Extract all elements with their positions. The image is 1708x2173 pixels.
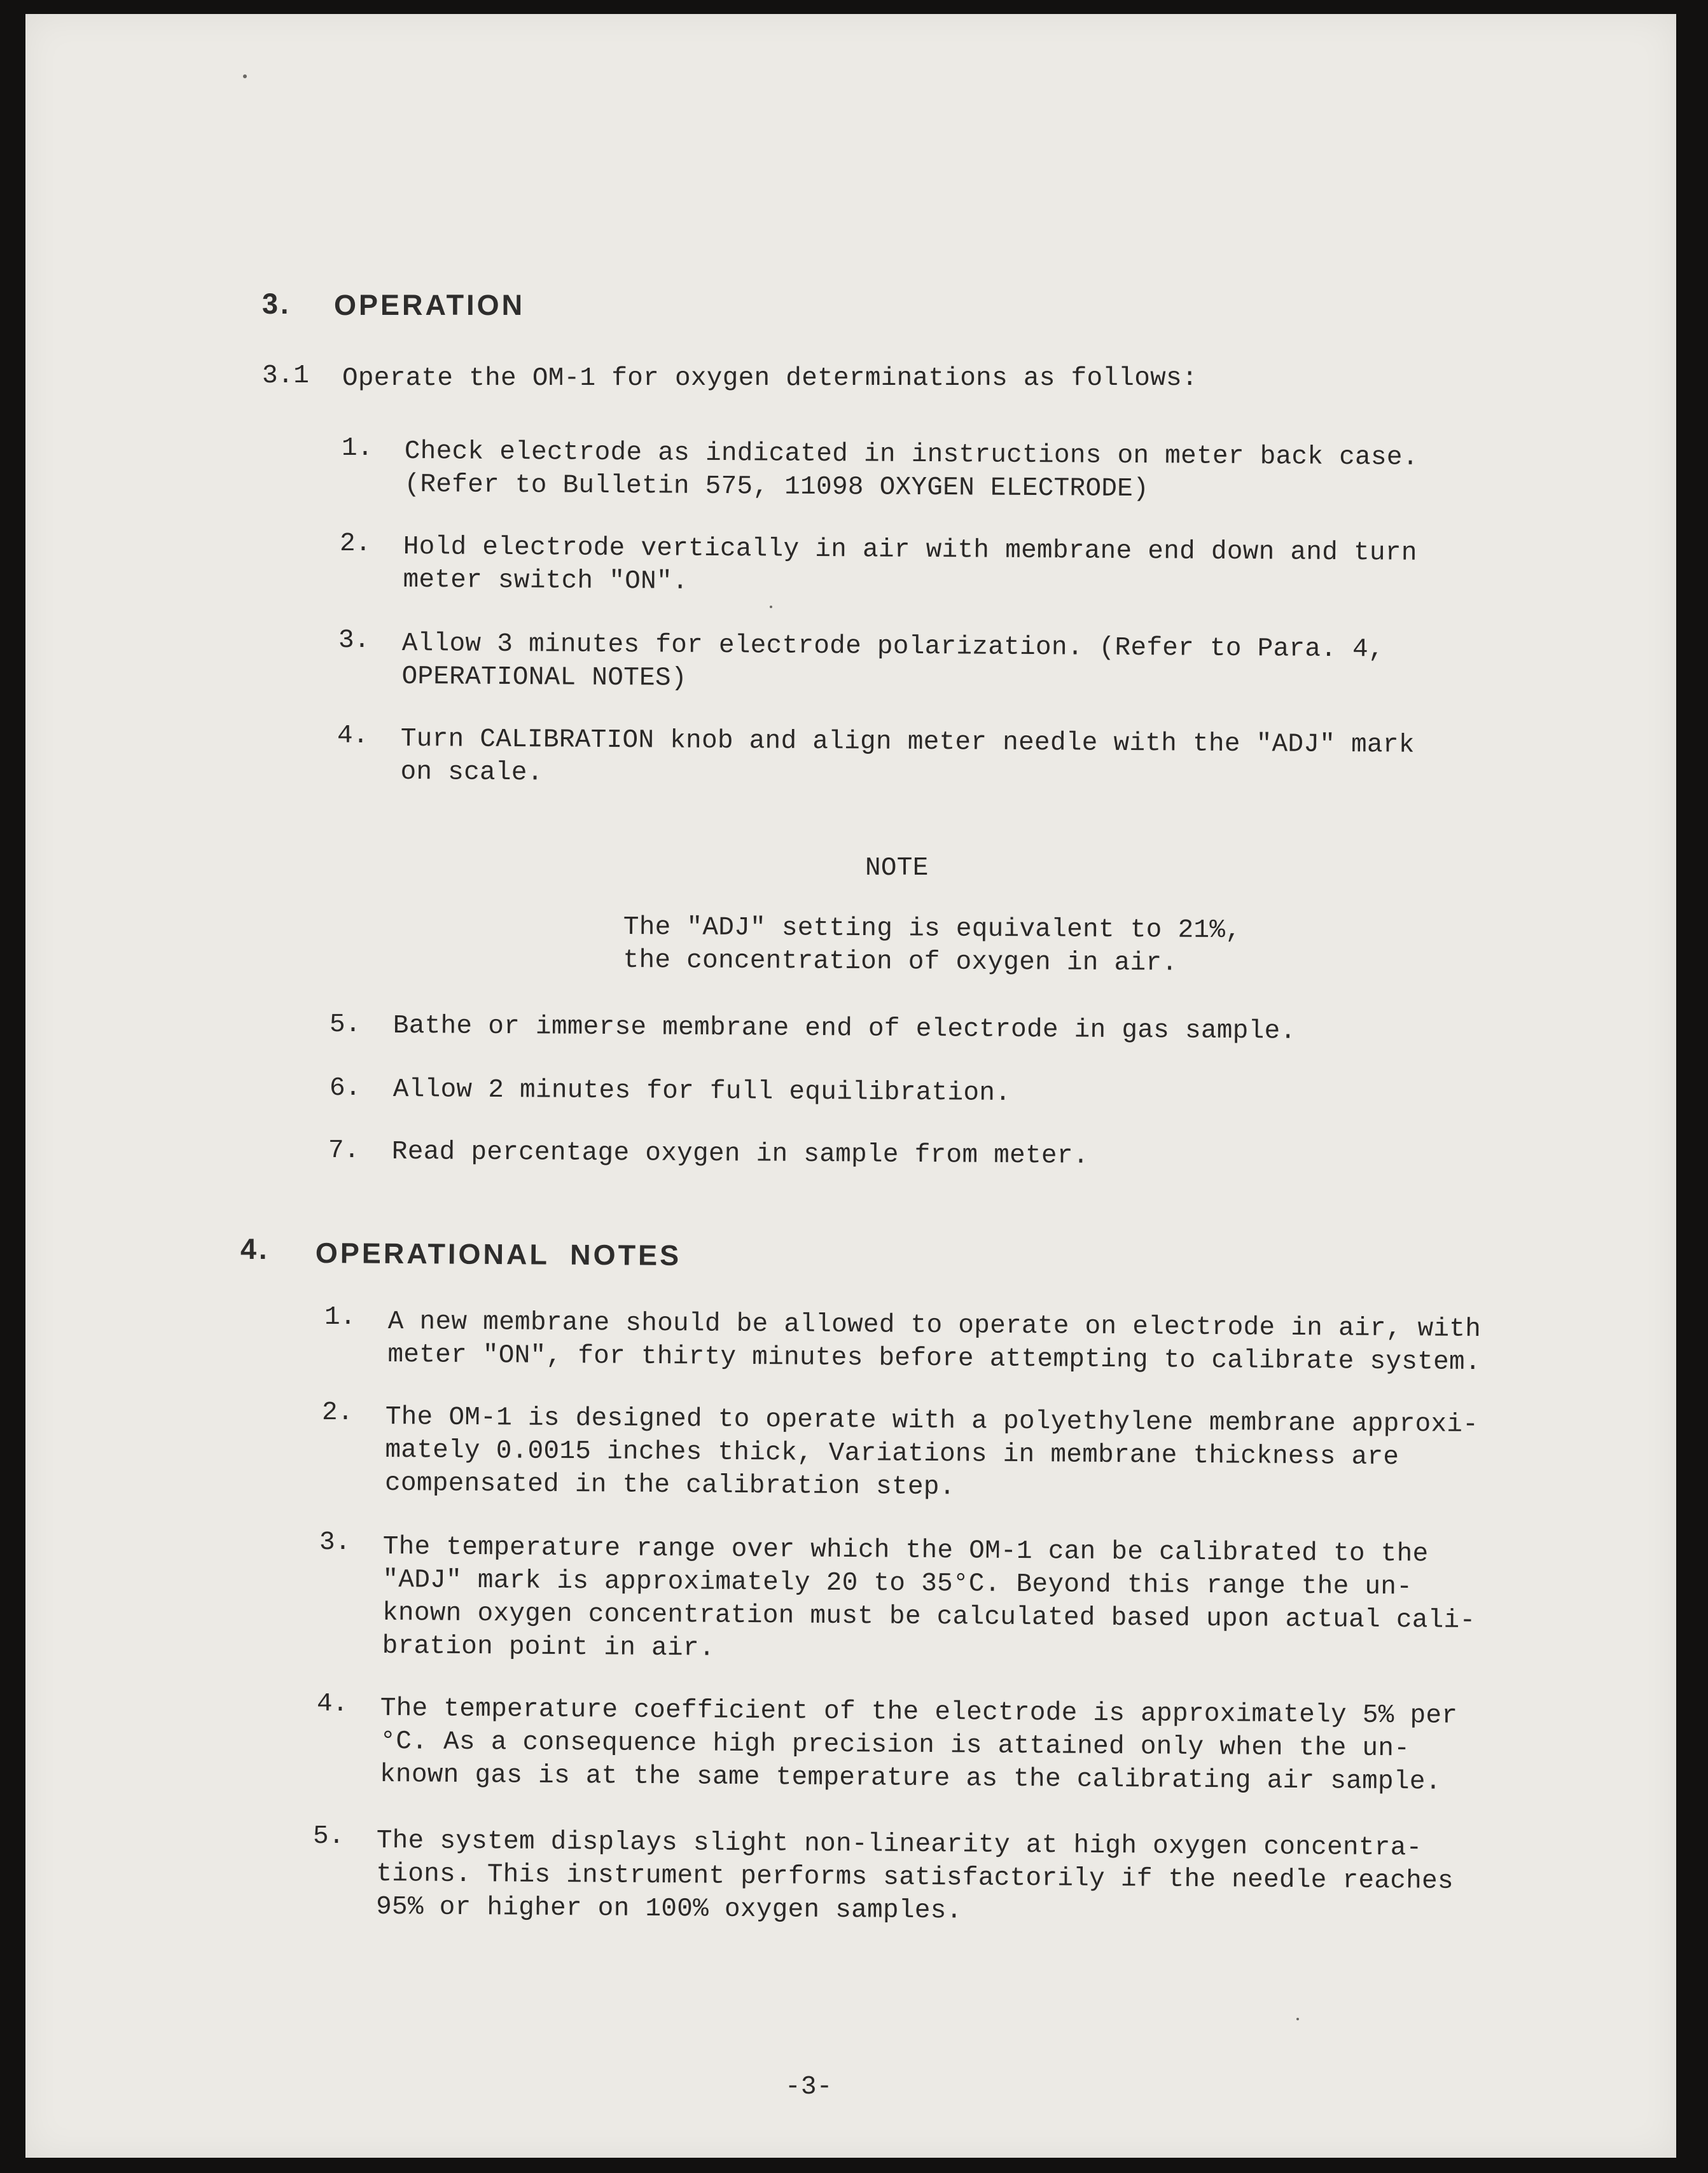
step-4-text: Turn CALIBRATION knob and align meter needle with the "ADJ" mark on scale. [400, 725, 1415, 788]
note-body: The "ADJ" setting is equivalent to 21%, the concentration of oxygen in air. [623, 913, 1242, 978]
page-number: -3- [785, 2072, 833, 2102]
note-2-text: The OM-1 is designed to operate with a polyethylene membrane approxi- mately 0.0015 inches thick, Variations in membrane thickness are compensated in the calibration step. [384, 1403, 1479, 1503]
step-5-text: Bathe or immerse membrane end of electrode in gas sample. [392, 1011, 1296, 1046]
step-6-text: Allow 2 minutes for full equilibration. [392, 1075, 1011, 1108]
step-1-text: Check electrode as indicated in instructions on meter back case. (Refer to Bulletin 575, 11098 OXYGEN ELECTRODE) [404, 436, 1419, 504]
note-1-number: 1. [324, 1303, 356, 1332]
note-4-number: 4. [317, 1690, 349, 1719]
note-2-number: 2. [322, 1398, 354, 1427]
step-6-number: 6. [330, 1074, 361, 1103]
note-3-number: 3. [319, 1528, 351, 1557]
note-5-number: 5. [313, 1822, 345, 1851]
step-5-number: 5. [330, 1010, 361, 1039]
section-4-number: 4. [240, 1233, 270, 1265]
step-3-text: Allow 3 minutes for electrode polarization. (Refer to Para. 4, OPERATIONAL NOTES) [401, 628, 1385, 693]
step-4-number: 4. [337, 721, 369, 751]
section-3-number: 3. [262, 288, 291, 320]
step-1-number: 1. [342, 434, 373, 463]
paper-speck [243, 74, 247, 78]
paper-speck [1296, 2018, 1299, 2020]
para-3-1-text: Operate the OM-1 for oxygen determinations as follows: [342, 364, 1198, 393]
note-1-text: A new membrane should be allowed to operate on electrode in air, with meter "ON", for thirty minutes before attempting to calibrate system. [387, 1307, 1482, 1377]
note-title: NOTE [865, 854, 929, 883]
section-3-title: OPERATION [334, 289, 525, 321]
section-4-title: OPERATIONAL NOTES [315, 1237, 682, 1272]
step-2-number: 2. [340, 529, 371, 559]
step-7-number: 7. [328, 1136, 360, 1165]
step-2-text: Hold electrode vertically in air with membrane end down and turn meter switch "ON". [403, 532, 1417, 597]
step-3-number: 3. [338, 626, 370, 655]
note-3-text: The temperature range over which the OM-1 can be calibrated to the "ADJ" mark is approximately 20 to 35°C. Beyond this range the un- known oxygen concentration must be calculated based upon actual cali- bration point in air. [382, 1532, 1476, 1663]
document-page [25, 14, 1676, 2158]
note-4-text: The temperature coefficient of the electrode is approximately 5% per °C. As a consequence high precision is attained only when the un- known gas is at the same temperature as the calibrating air sample. [379, 1694, 1458, 1797]
paper-speck [770, 606, 772, 608]
note-5-text: The system displays slight non-linearity at high oxygen concentra- tions. This instrument performs satisfactorily if the needle reaches 95% or higher on 100% oxygen samples. [375, 1826, 1454, 1926]
para-3-1-number: 3.1 [262, 361, 309, 391]
step-7-text: Read percentage oxygen in sample from meter. [391, 1137, 1089, 1171]
